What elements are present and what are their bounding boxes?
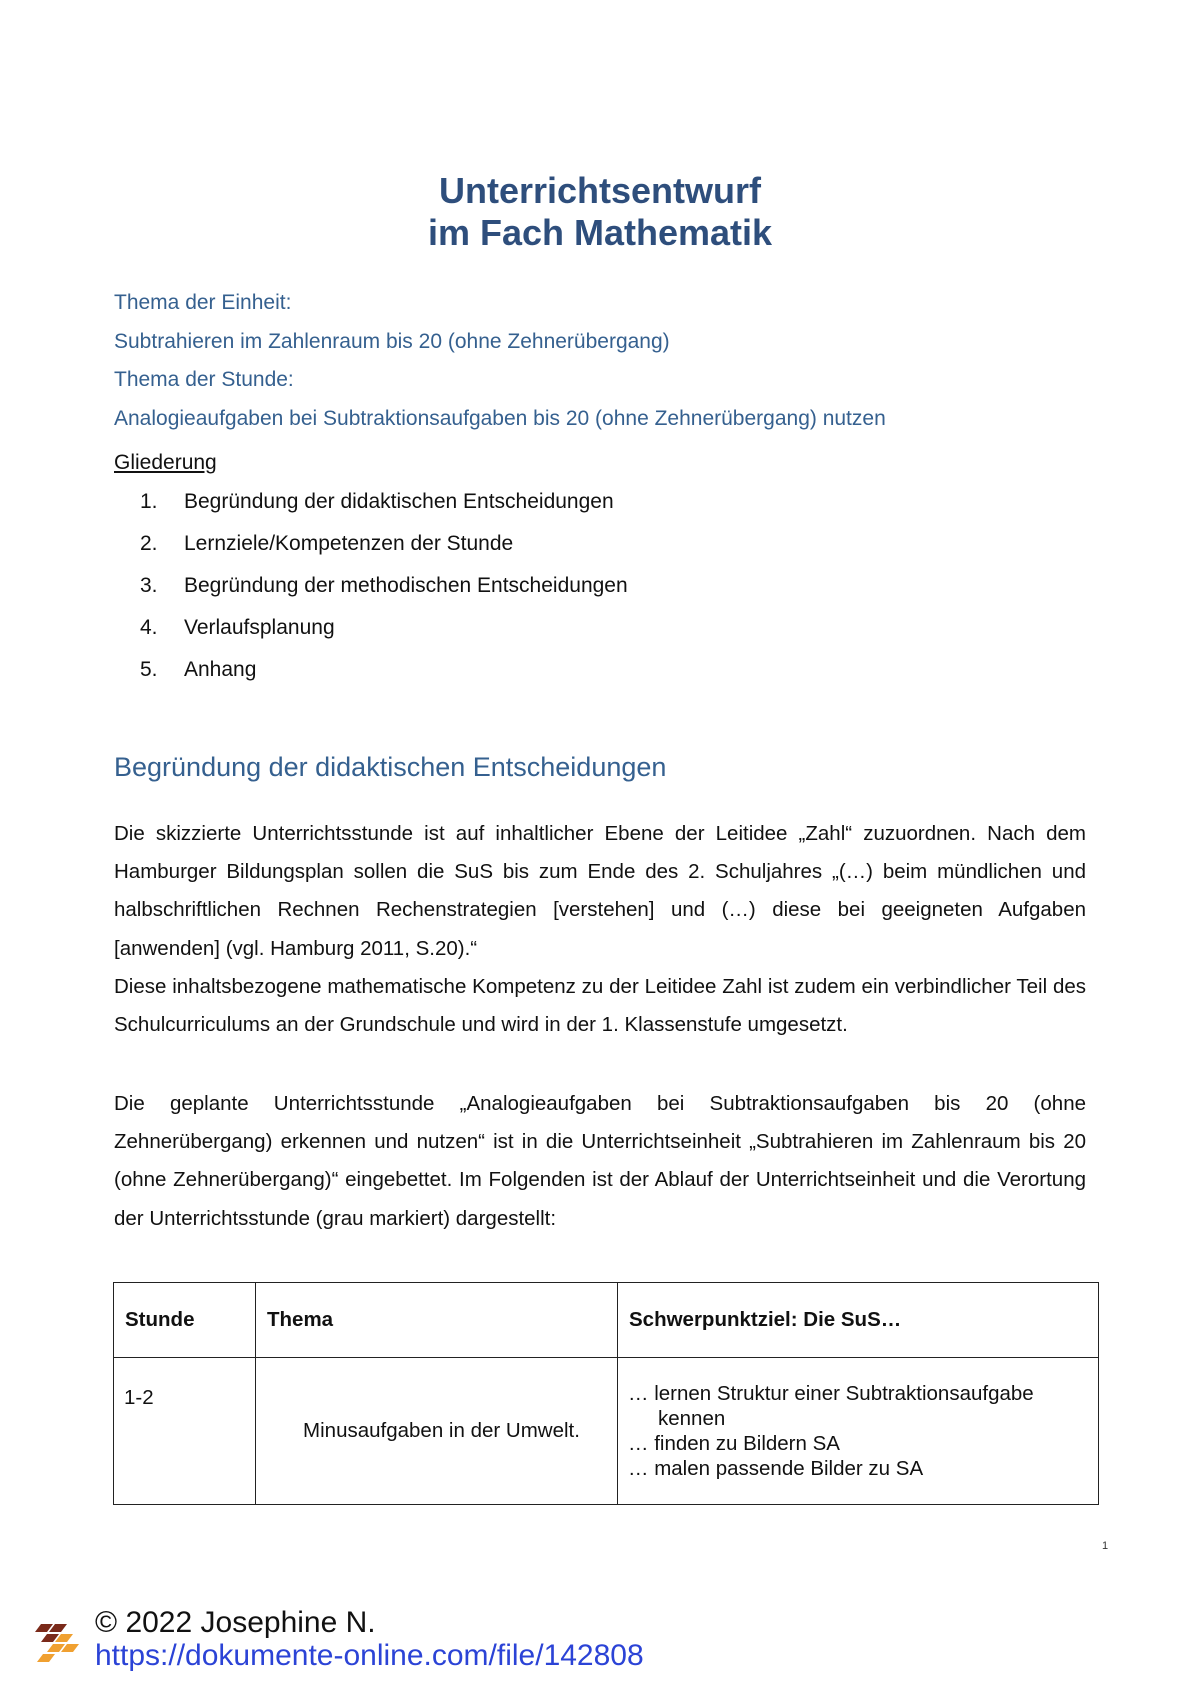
toc-item-number: 2. xyxy=(140,532,158,555)
toc-item-label: Verlaufsplanung xyxy=(184,616,335,639)
lesson-topic-label: Thema der Stunde: xyxy=(114,368,294,391)
table-header-row xyxy=(114,1283,1099,1358)
toc-item-number: 1. xyxy=(140,490,158,513)
toc-item-label: Begründung der didaktischen Entscheidungen xyxy=(184,490,614,513)
toc-item xyxy=(140,616,628,658)
toc-item xyxy=(140,574,628,616)
header-thema: Thema xyxy=(256,1283,618,1358)
title-line-1: Unterrichtsentwurf xyxy=(438,170,762,211)
toc-item-number: 3. xyxy=(140,574,158,597)
toc-item-number: 4. xyxy=(140,616,158,639)
table-row xyxy=(114,1358,1099,1505)
header-stunde: Stunde xyxy=(114,1283,256,1358)
section-heading: Begründung der didaktischen Entscheidungen xyxy=(114,752,667,782)
footer-link[interactable]: https://dokumente-online.com/file/142808 xyxy=(95,1639,644,1672)
toc-list xyxy=(140,490,628,700)
unit-topic-value: Subtrahieren im Zahlenraum bis 20 (ohne Zehnerübergang) xyxy=(114,329,670,353)
cell-stunde: 1-2 xyxy=(114,1358,256,1505)
cell-goals xyxy=(618,1358,1099,1505)
unit-plan-table xyxy=(113,1282,1099,1505)
goal-line: … malen passende Bilder zu SA xyxy=(628,1457,924,1480)
lesson-topic-value: Analogieaufgaben bei Subtraktionsaufgaben bis 20 (ohne Zehnerübergang) nutzen xyxy=(114,406,886,430)
goal-line: … finden zu Bildern SA xyxy=(628,1432,840,1455)
goal-line: … lernen Struktur einer Subtraktionsaufgabe xyxy=(628,1382,1034,1405)
toc-item-label: Lernziele/Kompetenzen der Stunde xyxy=(184,532,514,555)
header-goal: Schwerpunktziel: Die SuS… xyxy=(618,1283,1099,1358)
toc-item-label: Anhang xyxy=(184,658,257,681)
unit-topic-label: Thema der Einheit: xyxy=(114,291,292,314)
toc-heading: Gliederung xyxy=(114,451,217,474)
footer xyxy=(95,1606,644,1672)
paragraph-block-2 xyxy=(114,1085,1086,1238)
lesson-meta xyxy=(114,284,1114,438)
title-line-2: im Fach Mathematik xyxy=(427,212,773,253)
site-logo-icon xyxy=(33,1620,83,1666)
paragraph-2: Diese inhaltsbezogene mathematische Kompetenz zu der Leitidee Zahl ist zudem ein verbindlicher Teil des Schulcurriculums an der Grundschule und wird in der 1. Klassenstufe umgesetzt. xyxy=(114,974,1086,1037)
paragraph-block-1 xyxy=(114,815,1086,1044)
footer-copyright: © 2022 Josephine N. xyxy=(95,1606,376,1639)
goal-line: kennen xyxy=(658,1407,726,1430)
paragraph-1: Die skizzierte Unterrichtsstunde ist auf inhaltlicher Ebene der Leitidee „Zahl“ zuzuordnen. Nach dem Hamburger Bildungsplan sollen die SuS bis zum Ende des 2. Schuljahres „(…) beim mündlichen und halbschriftlichen Rechnen Rechenstrategien [verstehen] und (…) diese bei geeigneten Aufgaben [anwenden] (vgl. Hamburg 2011, S.20).“ xyxy=(114,822,1086,960)
document-title xyxy=(0,170,1200,254)
paragraph-3: Die geplante Unterrichtsstunde „Analogieaufgaben bei Subtraktionsaufgaben bis 20 (ohne Zehnerübergang) erkennen und nutzen“ ist in die Unterrichtseinheit „Subtrahieren im Zahlenraum bis 20 (ohne Zehnerübergang)“ eingebettet. Im Folgenden ist der Ablauf der Unterrichtseinheit und die Verortung der Unterrichtsstunde (grau markiert) dargestellt: xyxy=(114,1092,1086,1230)
toc-item-label: Begründung der methodischen Entscheidungen xyxy=(184,574,628,597)
cell-thema: Minusaufgaben in der Umwelt. xyxy=(256,1358,618,1505)
toc-item xyxy=(140,658,628,700)
page-number: 1 xyxy=(1102,1540,1109,1552)
toc-item-number: 5. xyxy=(140,658,158,681)
toc-item xyxy=(140,532,628,574)
toc-item xyxy=(140,490,628,532)
